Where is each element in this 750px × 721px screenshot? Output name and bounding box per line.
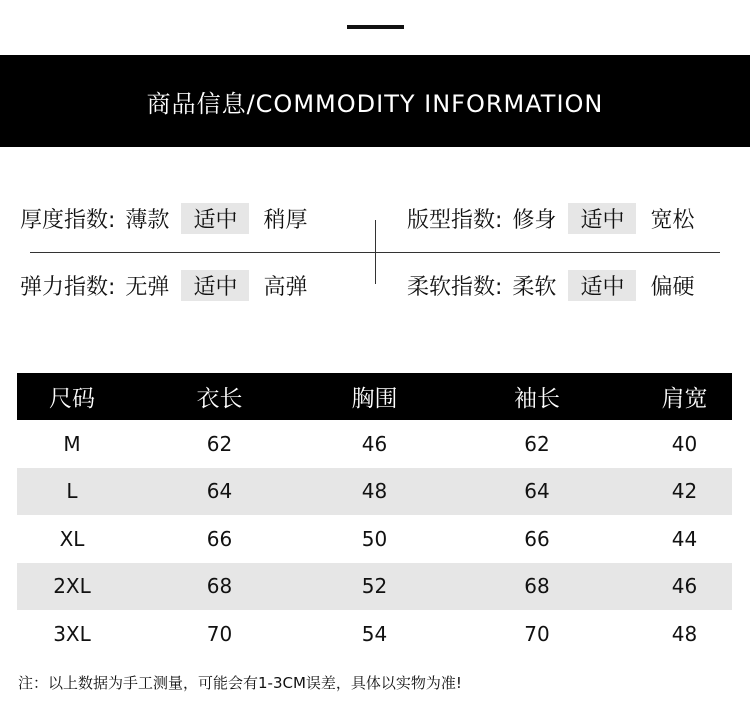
size-table	[17, 373, 732, 658]
table-cell: 52	[312, 563, 437, 611]
header-title: 商品信息/COMMODITY INFORMATION	[146, 89, 604, 118]
table-cell: 40	[671, 431, 698, 456]
header-size: 尺码	[17, 373, 127, 420]
softness-index-label: 柔软指数:	[407, 274, 503, 300]
table-cell: 44	[671, 526, 698, 551]
thickness-index-label: 厚度指数:	[20, 207, 116, 233]
table-row	[17, 468, 732, 516]
softness-option-hard: 偏硬	[650, 274, 695, 300]
table-cell: L	[17, 468, 127, 516]
table-cell: 70	[524, 621, 550, 646]
fit-option-slim: 修身	[512, 207, 557, 233]
size-table-header-row	[17, 373, 732, 420]
top-divider-dash	[347, 25, 404, 29]
thickness-option-medium-selected: 适中	[181, 203, 249, 234]
table-cell: 3XL	[53, 621, 91, 646]
thickness-index-row	[20, 202, 319, 234]
table-cell: 70	[206, 621, 233, 646]
fit-option-medium-selected: 适中	[568, 203, 636, 234]
header-sleeve: 袖长	[437, 373, 637, 420]
table-row	[17, 563, 732, 611]
header-chest: 胸围	[312, 373, 437, 420]
table-cell: 42	[637, 468, 732, 516]
table-cell: 50	[361, 526, 388, 551]
elasticity-index-label: 弹力指数:	[20, 274, 116, 300]
table-cell: 48	[671, 621, 698, 646]
table-cell: 46	[637, 563, 732, 611]
table-cell: 64	[127, 468, 312, 516]
softness-index-row	[407, 269, 706, 301]
elasticity-index-row	[20, 269, 319, 301]
table-cell: XL	[59, 526, 85, 551]
header-length: 衣长	[127, 373, 312, 420]
measurement-footnote: 注：以上数据为手工测量，可能会有1-3CM误差，具体以实物为准!	[18, 674, 462, 692]
table-cell: 66	[524, 526, 550, 551]
table-row	[17, 610, 732, 658]
fit-option-loose: 宽松	[650, 207, 695, 233]
thickness-option-thin: 薄款	[125, 207, 170, 233]
table-cell: 62	[524, 431, 550, 456]
softness-option-medium-selected: 适中	[568, 270, 636, 301]
table-cell: 68	[437, 563, 637, 611]
table-cell: 68	[127, 563, 312, 611]
elasticity-option-medium-selected: 适中	[181, 270, 249, 301]
header-shoulder: 肩宽	[637, 373, 732, 420]
thickness-option-thick: 稍厚	[263, 207, 308, 233]
table-row	[17, 515, 732, 563]
table-cell: 48	[312, 468, 437, 516]
table-cell: 46	[361, 431, 388, 456]
table-cell: 64	[437, 468, 637, 516]
table-cell: 54	[361, 621, 388, 646]
index-vertical-divider	[375, 220, 376, 284]
fit-index-row	[407, 202, 706, 234]
table-cell: 2XL	[17, 563, 127, 611]
table-row	[17, 420, 732, 468]
fit-index-label: 版型指数:	[407, 207, 503, 233]
softness-option-soft: 柔软	[512, 274, 557, 300]
elasticity-option-none: 无弹	[125, 274, 170, 300]
table-cell: 66	[206, 526, 233, 551]
header-banner	[0, 55, 750, 147]
elasticity-option-high: 高弹	[263, 274, 308, 300]
table-cell: 62	[206, 431, 233, 456]
table-cell: M	[63, 431, 81, 456]
